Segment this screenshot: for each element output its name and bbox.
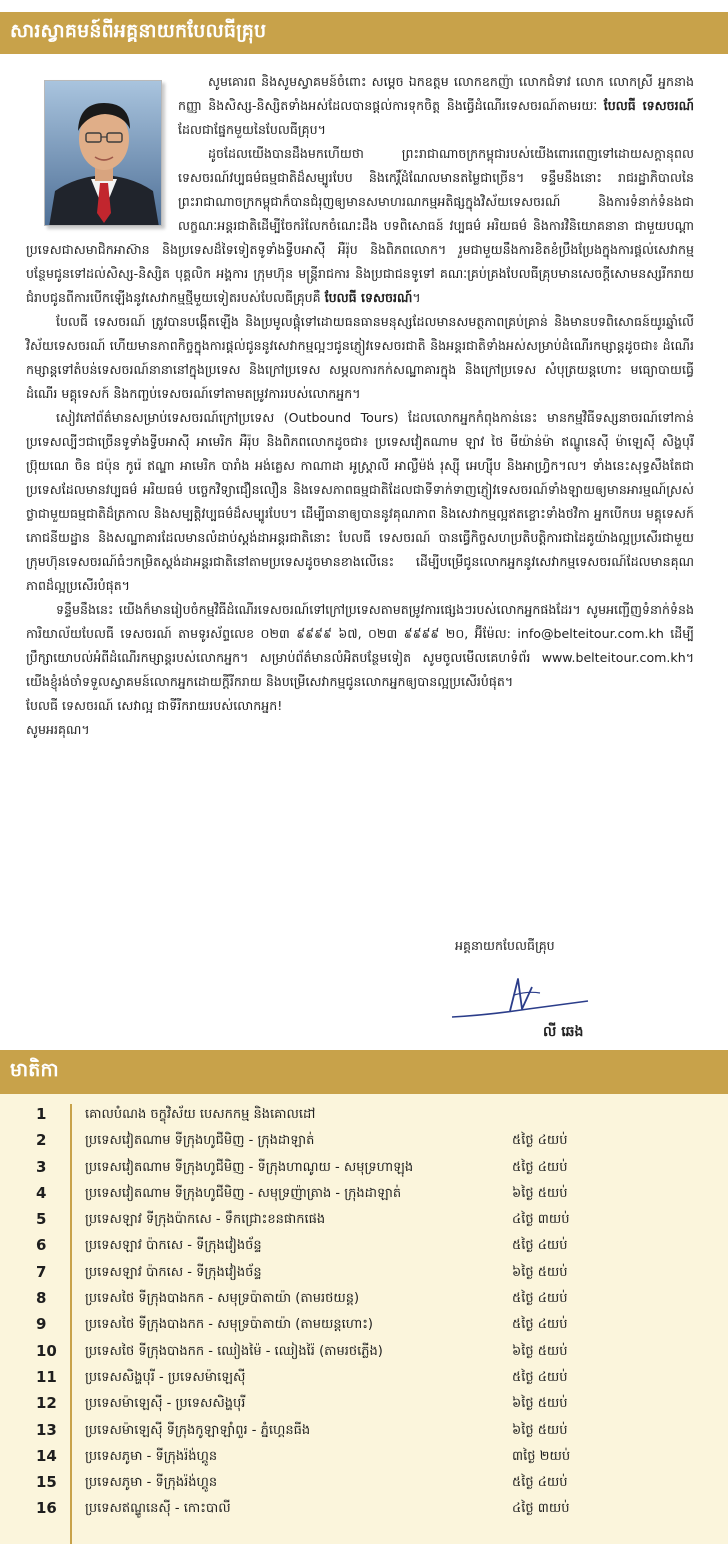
toc-item-duration: ៥ថ្ងៃ ៤យប់ <box>512 1317 568 1333</box>
toc-item-title: ប្រទេសភូមា - ទីក្រុងរ៉ង់ហ្គូន <box>85 1448 218 1464</box>
toc-row[interactable] <box>0 1339 728 1365</box>
welcome-heading: សារស្វាគមន៍ពីអគ្គនាយកបែលធីគ្រុប <box>10 20 267 42</box>
toc-item-title: ប្រទេសសិង្ហបុរី - ប្រទេសម៉ាឡេស៊ី <box>85 1369 246 1385</box>
toc-row[interactable] <box>0 1418 728 1444</box>
brand-name: បែលធី ទេសចរណ៍ <box>603 98 694 113</box>
toc-item-title: ប្រទេសឡាវ ទីក្រុងប៉ាកសេ - ទឹកជ្រោះខនផាកផេង <box>85 1212 326 1228</box>
paragraph-text: ។ <box>412 290 421 305</box>
welcome-slogan: បែលធី ទេសចរណ៍ សេវាល្អ ជាទីរីករាយរបស់លោកអ្នក! <box>26 698 283 713</box>
signoff-title: អគ្គនាយកបែលធីគ្រុប <box>455 938 555 953</box>
toc-item-title: ប្រទេសថៃ ទីក្រុងបាងកក - សមុទ្រប៉ាតាយ៉ា (តាមយន្តហោះ) <box>85 1317 373 1333</box>
toc-item-duration: ៦ថ្ងៃ ៥យប់ <box>512 1264 568 1280</box>
toc-item-title: ប្រទេសថៃ ទីក្រុងបាងកក - សមុទ្រប៉ាតាយ៉ា (តាមរថយន្ត) <box>85 1291 360 1307</box>
welcome-header-band <box>0 12 728 54</box>
toc-item-title: ប្រទេសវៀតណាម ទីក្រុងហូជីមិញ - សមុទ្រញ៉ាត្រាង - ក្រុងដាឡាត់ <box>85 1185 402 1201</box>
toc-item-number: 14 <box>36 1446 57 1465</box>
toc-item-number: 8 <box>36 1289 47 1308</box>
welcome-paragraph-3: បែលធី ទេសចរណ៍ ត្រូវបានបង្កើតឡើង និងប្រមូលផ្តុំទៅដោយធនធានមនុស្សដែលមានសមត្ថភាពគ្រប់គ្រាន់ និងមានបទពិសោធន៍យូរឆ្នាំលើវិស័យទេសចរណ៍ ហើយមានភាពកិច្ចក្នុងការផ្តល់ជូននូវសេវាកម្មល្អៗជូនភ្ញៀវទេសចរជាតិ និងអន្តរជាតិទាំងអស់សម្រាប់ដំណើរកម្សាន្តដូចជា៖ ដំណើរកម្សាន្តទៅតំបន់ទេសចរណ៍នានានៅក្នុងប្រទេស និងក្រៅប្រទេស សម្ភលការកក់សណ្ឋាគារក្នុង និងក្រៅប្រទេស សំបុត្រយន្តហោះ មធ្យោបាយធ្វើដំណើរ មគ្គុទេសក៍ និងកញ្ចប់ទេសចរណ៍ទៅតាមតម្រូវការរបស់លោកអ្នក។ <box>26 314 694 401</box>
toc-item-title: ប្រទេសម៉ាឡេស៊ី ទីក្រុងកូឡាឡាំពួរ - ភ្នំហ្គេនធីង <box>85 1422 311 1438</box>
toc-item-number: 9 <box>36 1315 47 1334</box>
toc-item-title: ប្រទេសភូមា - ទីក្រុងរ៉ង់ហ្គូន <box>85 1475 218 1491</box>
toc-item-duration: ៣ថ្ងៃ ២យប់ <box>512 1448 571 1464</box>
toc-item-number: 16 <box>36 1499 57 1518</box>
toc-heading: មាតិកា <box>10 1059 59 1081</box>
welcome-thanks: សូមអរគុណ។ <box>26 722 90 737</box>
toc-item-duration: ៥ថ្ងៃ ៤យប់ <box>512 1475 568 1491</box>
paragraph-text: ដែលជាផ្នែកមួយនៃបែលធីគ្រុប។ <box>178 122 326 137</box>
toc-item-number: 12 <box>36 1394 57 1413</box>
toc-row[interactable] <box>0 1470 728 1496</box>
toc-item-duration: ៤ថ្ងៃ ៣យប់ <box>512 1212 570 1228</box>
toc-header-band <box>0 1050 728 1094</box>
toc-item-duration: ៦ថ្ងៃ ៥យប់ <box>512 1185 568 1201</box>
toc-row[interactable] <box>0 1286 728 1312</box>
toc-item-duration: ៤ថ្ងៃ ៣យប់ <box>512 1501 570 1517</box>
toc-item-number: 2 <box>36 1131 47 1150</box>
toc-item-number: 13 <box>36 1420 57 1439</box>
toc-item-title: ប្រទេសវៀតណាម ទីក្រុងហូជីមិញ - ក្រុងដាឡាត់ <box>85 1133 315 1149</box>
toc-item-duration: ៥ថ្ងៃ ៤យប់ <box>512 1238 568 1254</box>
toc-row[interactable] <box>0 1102 728 1128</box>
toc-row[interactable] <box>0 1312 728 1338</box>
toc-list <box>0 1102 728 1523</box>
toc-row[interactable] <box>0 1181 728 1207</box>
toc-row[interactable] <box>0 1155 728 1181</box>
toc-item-title: ប្រទេសថៃ ទីក្រុងបាងកក - ឈៀងម៉ៃ - ឈៀងរ៉ៃ (តាមរថភ្លើង) <box>85 1343 383 1359</box>
toc-row[interactable] <box>0 1260 728 1286</box>
toc-row[interactable] <box>0 1391 728 1417</box>
table-of-contents <box>0 1094 728 1544</box>
toc-item-number: 10 <box>36 1341 57 1360</box>
toc-item-title: ប្រទេសវៀតណាម ទីក្រុងហូជីមិញ - ទីក្រុងហាណូយ - សមុទ្រហាឡុង <box>85 1159 414 1175</box>
toc-item-duration: ៥ថ្ងៃ ៤យប់ <box>512 1133 568 1149</box>
toc-item-number: 3 <box>36 1157 47 1176</box>
toc-item-number: 5 <box>36 1210 47 1229</box>
paragraph-text: ដូចដែលយើងបានដឹងមកហើយថា ព្រះរាជាណាចក្រកម្ពុជារបស់យើងពោរពេញទៅដោយសក្តានុពលទេសចរណ៍វប្បធម៌ធម្មជាតិដ៏សម្បូរបែប និងកេរ្តិ៍ដំណែលមានតម្លៃជាច្រើន។ ទន្ទឹមនឹងនោះ រាជរដ្ឋាភិបាលនៃព្រះរាជាណាចក្រកម្ពុជាក៏បានជំរុញឲ្យមានសមាហរណកម្មអតិផ្សក្នុងវិស័យទេសចរណ៍ និងការទំនាក់ទំនងជាលក្ខណៈអន្តរជាតិដើម្បីចែករំលែកចំណេះដឹង បទពិសោធន៍ វប្បធម៌ អរិយធម៌ និងការវិនិយោគនានា ជាមួយបណ្តាប្រទេសជាសមាជិកអាស៊ាន និងប្រទេសដ៏ទៃទៀតទូទាំងទ្វីបអាស៊ី អឺរ៉ុប និងពិភពលោក។ រួមជាមួយនឹងការខិតខំប្រឹងប្រែងក្នុងការផ្តល់សេវាកម្មបន្ថែមជូនទៅដល់សិស្ស-និស្សិត បុគ្គលិក អង្គការ ក្រុមហ៊ុន មន្ត្រីរាជការ និងប្រជាជនទូទៅ គណៈគ្រប់គ្រងបែលធីគ្រុបមានសេចក្តីសោមនស្សរីករាយជំរាបជូនពីការបើកឡើងនូវសេវាកម្មថ្មីមួយទៀតរបស់បែលធីគ្រុបគឺ <box>26 146 694 305</box>
welcome-paragraph-4: សៀវភៅព័ត៌មានសម្រាប់ទេសចរណ៍ក្រៅប្រទេស (Outbound Tours) ដែលលោកអ្នកកំពុងកាន់នេះ មានកម្មវិធីទស្សនាចរណ៍ទៅកាន់ប្រទេសល្បីៗជាច្រើនទូទាំងទ្វីបអាស៊ី អាមេរិក អឺរ៉ុប និងពិភពលោកដូចជា៖ ប្រទេសវៀតណាម ឡាវ ថៃ មីយ៉ាន់ម៉ា ឥណ្ឌូនេស៊ី ម៉ាឡេស៊ី សិង្ហបុរី ប្រ៊ុយណេ ចិន ជប៉ុន កូរ៉េ ឥណ្ឌា អាមេរិក បារាំង អង់គ្លេស កាណាដា អូស្ត្រាលី អាល្លឺម៉ង់ រុស្ស៊ី អេហ្ស៊ីប និងអាហ្វ្រិក។ល។ ទាំងនេះសុទ្ធសឹងតែជាប្រទេសដែលមានវប្បធម៌ អរិយធម៌ បច្ចេកវិទ្យាជឿនលឿន និងទេសភាពធម្មជាតិដែលជាទីទាក់ទាញភ្ញៀវទេសចរណ៍ទាំងឡាយឲ្យមានអារម្មណ៍ស្រស់ថ្លាជាមួយធម្មជាតិដ៏ត្រកាល និងសម្បត្តិវប្បធម៌ដ៏សម្បូរបែប។ ដើម្បីធានាឲ្យបាននូវគុណភាព និងសេវាកម្មល្អឥតខ្ចោះទាំងថវិកា អ្នកបើកបរ មគ្គុទេសក៍ ភោជនីយដ្ឋាន និងសណ្ឋាគារដែលមានលំដាប់ស្តង់ដាអន្តរជាតិនោះ បែលធី ទេសចរណ៍ បានធ្វើកិច្ចសហប្រតិបត្តិការជាដៃគូយ៉ាងល្អប្រសើរជាមួយក្រុមហ៊ុនទេសចរណ៍ធំៗកម្រិតស្តង់ដាអន្តរជាតិនៅតាមប្រទេសដូចមានខាងលើនេះ ដើម្បីបម្រើជូនលោកអ្នកនូវសេវាកម្មទេសចរណ៍ដែលមានគុណភាពដ៏ល្អប្រសើរបំផុត។ <box>26 410 694 593</box>
handwritten-signature <box>448 965 598 1025</box>
toc-item-number: 1 <box>36 1105 47 1123</box>
toc-item-number: 15 <box>36 1473 57 1492</box>
toc-item-duration: ៥ថ្ងៃ ៤យប់ <box>512 1159 568 1175</box>
welcome-message-body <box>26 70 694 742</box>
toc-item-number: 6 <box>36 1236 47 1255</box>
toc-item-duration: ៦ថ្ងៃ ៥យប់ <box>512 1343 568 1359</box>
toc-row[interactable] <box>0 1128 728 1154</box>
toc-item-title: ប្រទេសឥណ្ឌូនេស៊ី - កោះបាលី <box>85 1501 231 1517</box>
toc-item-number: 11 <box>36 1367 57 1386</box>
toc-item-number: 7 <box>36 1262 47 1281</box>
toc-row[interactable] <box>0 1207 728 1233</box>
welcome-paragraph-5: ទន្ទឹមនឹងនេះ យើងក៏មានរៀបចំកម្មវិធីដំណើរទេសចរណ៍ទៅក្រៅប្រទេសតាមតម្រូវការផ្សេងៗរបស់លោកអ្នកផងដែរ។ សូមអញ្ជើញទំនាក់ទំនងការិយាល័យបែលធី ទេសចរណ៍ តាមទូរស័ព្ទលេខ ០២៣ ៩៩៩៩ ៦៧, ០២៣ ៩៩៩៩ ២០, អ៊ីម៉ែល: info@belteitour.com.kh ដើម្បីប្រឹក្សាយោបល់អំពីដំណើរកម្សាន្តរបស់លោកអ្នក។ សម្រាប់ព័ត៌មានលំអិតបន្ថែមទៀត សូមចូលមើលគេហទំព័រ www.belteitour.com.kh។ យើងខ្ញុំរង់ចាំទទួលស្វាគមន៍លោកអ្នកដោយក្តីរីករាយ និងបម្រើសេវាកម្មជូនលោកអ្នកឲ្យបានល្អប្រសើរបំផុត។ <box>26 602 694 689</box>
toc-item-duration: ៦ថ្ងៃ ៥យប់ <box>512 1422 568 1438</box>
toc-item-title: ប្រទេសម៉ាឡេស៊ី - ប្រទេសសិង្ហបុរី <box>85 1396 246 1412</box>
toc-row[interactable] <box>0 1365 728 1391</box>
paragraph-text: សូមគោរព និងសូមស្វាគមន៍ចំពោះ សម្តេច ឯកឧត្តម លោកឧកញ៉ា លោកជំទាវ លោក លោកស្រី អ្នកនាងកញ្ញា និងសិស្ស-និស្សិតទាំងអស់ដែលបានផ្តល់ការទុកចិត្ត និងធ្វើដំណើរទេសចរណ៍តាមរយៈ <box>178 74 694 113</box>
brand-name: បែលធី ទេសចរណ៍ <box>324 290 413 305</box>
signer-name: លី ឆេង <box>543 1024 584 1040</box>
toc-item-duration: ៥ថ្ងៃ ៤យប់ <box>512 1369 568 1385</box>
toc-item-number: 4 <box>36 1183 47 1202</box>
toc-item-duration: ៥ថ្ងៃ ៤យប់ <box>512 1291 568 1307</box>
toc-row[interactable] <box>0 1444 728 1470</box>
toc-row[interactable] <box>0 1496 728 1522</box>
toc-item-title: គោលបំណង ចក្ខុវិស័យ បេសកកម្ម និងគោលដៅ <box>85 1107 316 1122</box>
toc-row[interactable] <box>0 1233 728 1259</box>
toc-item-title: ប្រទេសឡាវ ប៉ាកសេ - ទីក្រុងវៀងច័ន្ទ <box>85 1264 262 1280</box>
toc-item-title: ប្រទេសឡាវ ប៉ាកសេ - ទីក្រុងវៀងច័ន្ទ <box>85 1238 262 1254</box>
toc-item-duration: ៦ថ្ងៃ ៥យប់ <box>512 1396 568 1412</box>
